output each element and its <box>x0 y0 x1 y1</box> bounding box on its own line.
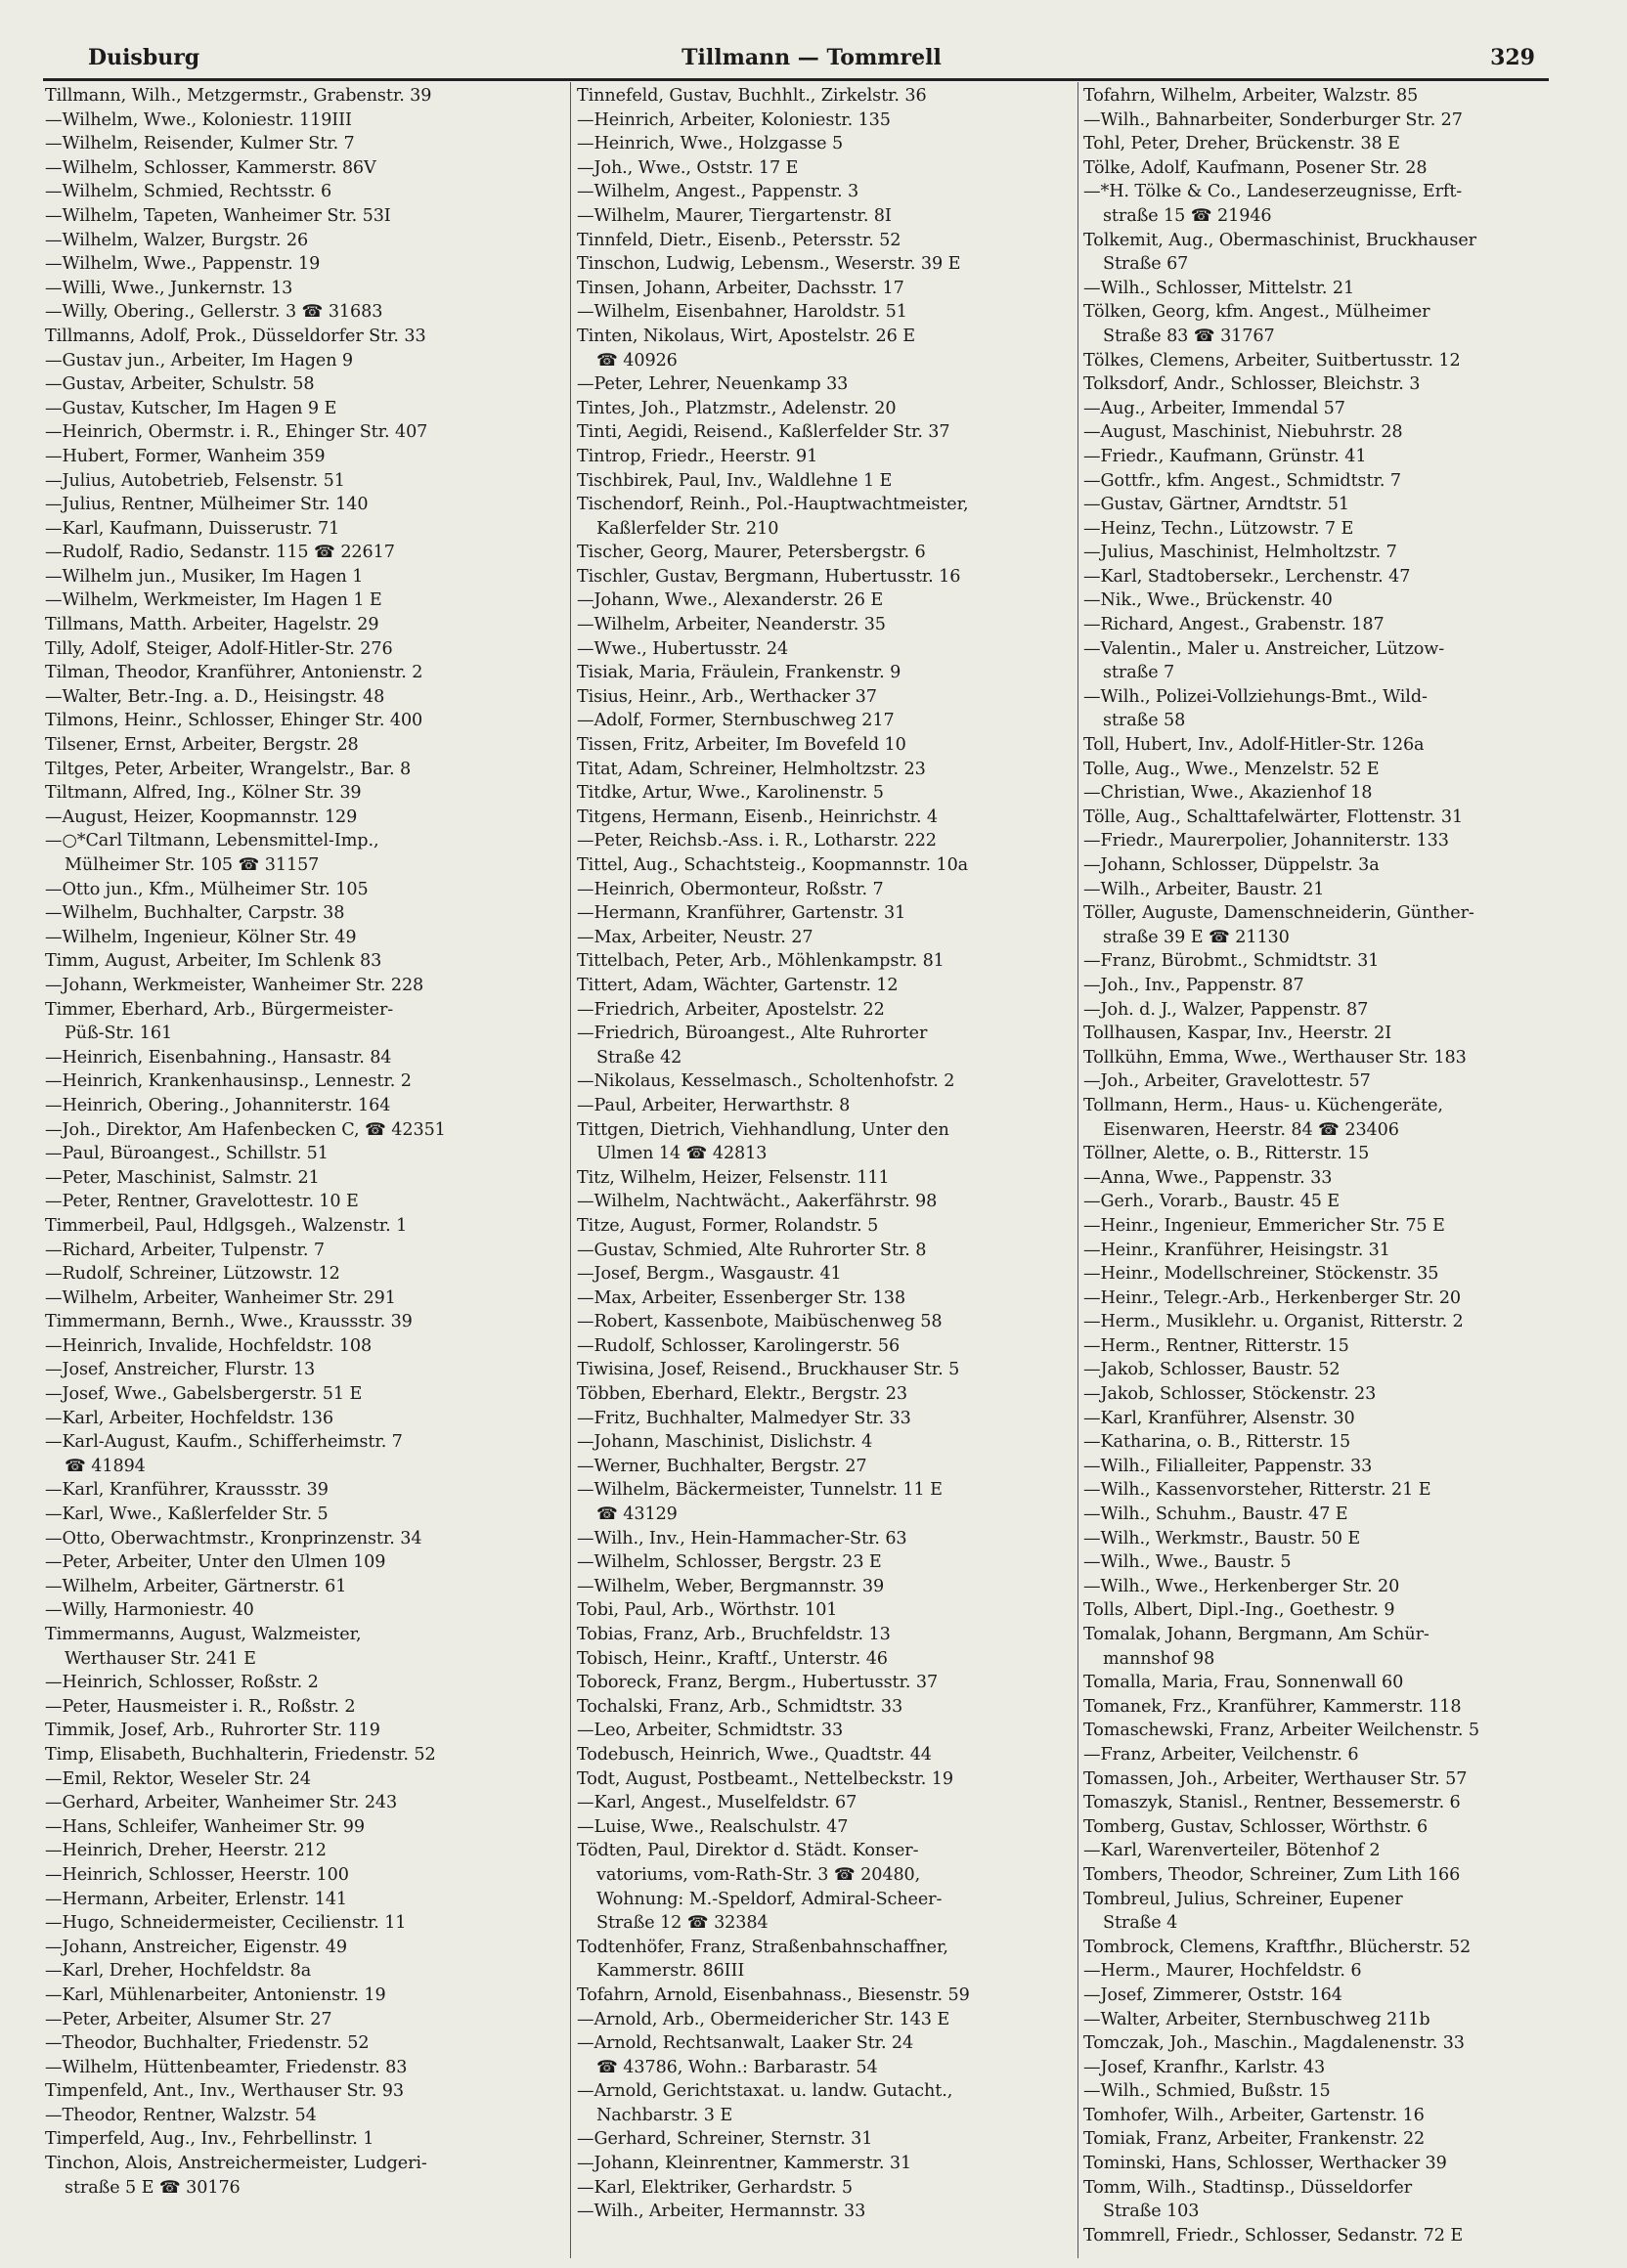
directory-entry: —Wilhelm, Hüttenbeamter, Friedenstr. 83 <box>45 2057 408 2077</box>
directory-entry: —Katharina, o. B., Ritterstr. 15 <box>1083 1432 1351 1453</box>
directory-entry: —Emil, Rektor, Weseler Str. 24 <box>45 1768 311 1789</box>
directory-entry: Tomm, Wilh., Stadtinsp., Düsseldorfer <box>1083 2177 1413 2198</box>
directory-entry: Tinnefeld, Gustav, Buchhlt., Zirkelstr. 36 <box>577 86 927 106</box>
directory-entry: —Josef, Anstreicher, Flurstr. 13 <box>45 1360 316 1380</box>
directory-entry: —Arnold, Rechtsanwalt, Laaker Str. 24 <box>577 2033 914 2054</box>
directory-entry: Tohl, Peter, Dreher, Brückenstr. 38 E <box>1083 134 1400 154</box>
directory-entry: —Wilhelm jun., Musiker, Im Hagen 1 <box>45 566 364 587</box>
directory-entry: Tolle, Aug., Wwe., Menzelstr. 52 E <box>1083 759 1380 779</box>
directory-entry: —Leo, Arbeiter, Schmidtstr. 33 <box>577 1721 844 1741</box>
directory-entry: Tölle, Aug., Schalttafelwärter, Flottenstr. 31 <box>1083 807 1464 827</box>
directory-entry: —Julius, Maschinist, Helmholtzstr. 7 <box>1083 543 1397 563</box>
directory-entry: —Wilhelm, Buchhalter, Carpstr. 38 <box>45 903 345 924</box>
directory-entry: —Josef, Wwe., Gabelsbergerstr. 51 E <box>45 1384 363 1405</box>
directory-entry: Tolkemit, Aug., Obermaschinist, Bruckhauser <box>1083 230 1476 250</box>
directory-entry: —Heinz, Techn., Lützowstr. 7 E <box>1083 518 1354 539</box>
directory-entry: —Gerh., Vorarb., Baustr. 45 E <box>1083 1192 1341 1212</box>
directory-entry: —Wilh., Wwe., Baustr. 5 <box>1083 1552 1292 1573</box>
directory-entry: Tittert, Adam, Wächter, Gartenstr. 12 <box>577 975 899 995</box>
directory-entry: —Wilhelm, Angest., Pappenstr. 3 <box>577 182 859 202</box>
directory-entry: —Josef, Kranfhr., Karlstr. 43 <box>1083 2057 1326 2077</box>
directory-entry: —Arnold, Arb., Obermeidericher Str. 143 E <box>577 2009 950 2029</box>
directory-entry: —Otto, Oberwachtmstr., Kronprinzenstr. 34 <box>45 1528 422 1548</box>
directory-entry: —Johann, Wwe., Alexanderstr. 26 E <box>577 590 884 611</box>
column-divider <box>570 82 571 2258</box>
directory-entry: Timperfeld, Aug., Inv., Fehrbellinstr. 1 <box>45 2129 374 2150</box>
directory-entry: Timpenfeld, Ant., Inv., Werthauser Str. 93 <box>45 2081 404 2102</box>
directory-entry: Tintes, Joh., Platzmstr., Adelenstr. 20 <box>577 398 897 418</box>
directory-entry: —Joh., Arbeiter, Gravelottestr. 57 <box>1083 1071 1371 1092</box>
directory-entry: Todt, August, Postbeamt., Nettelbeckstr. 19 <box>577 1768 953 1789</box>
directory-entry: —Wilh., Inv., Hein-Hammacher-Str. 63 <box>577 1528 907 1548</box>
directory-entry: —Joh., Inv., Pappenstr. 87 <box>1083 975 1304 995</box>
directory-entry: —Peter, Reichsb.-Ass. i. R., Lotharstr. 222 <box>577 831 937 851</box>
directory-entry: Straße 83 ☎ 31767 <box>1103 326 1275 346</box>
directory-entry: —Werner, Buchhalter, Bergstr. 27 <box>577 1456 867 1476</box>
directory-entry: —Wilh., Schmied, Bußstr. 15 <box>1083 2081 1331 2102</box>
directory-entry: —Nik., Wwe., Brückenstr. 40 <box>1083 590 1333 611</box>
directory-entry: —Franz, Arbeiter, Veilchenstr. 6 <box>1083 1744 1359 1765</box>
directory-entry: Tiwisina, Josef, Reisend., Bruckhauser Str. 5 <box>577 1360 960 1380</box>
directory-entry: —Karl, Mühlenarbeiter, Antonienstr. 19 <box>45 1984 386 2005</box>
directory-entry: Tobisch, Heinr., Kraftf., Unterstr. 46 <box>577 1648 888 1669</box>
directory-entry: —Nikolaus, Kesselmasch., Scholtenhofstr. 2 <box>577 1071 955 1092</box>
directory-entry: —Wilhelm, Walzer, Burgstr. 26 <box>45 230 309 250</box>
directory-entry: Tintrop, Friedr., Heerstr. 91 <box>577 446 818 466</box>
directory-entry: —Karl, Angest., Muselfeldstr. 67 <box>577 1793 857 1813</box>
directory-entry: Timm, August, Arbeiter, Im Schlenk 83 <box>45 951 382 972</box>
directory-entry: —Christian, Wwe., Akazienhof 18 <box>1083 783 1373 804</box>
directory-entry: —Richard, Angest., Grabenstr. 187 <box>1083 615 1385 635</box>
directory-entry: Straße 103 <box>1103 2202 1200 2222</box>
directory-entry: Tiltmann, Alfred, Ing., Kölner Str. 39 <box>45 783 362 804</box>
directory-entry: —Wilh., Wwe., Herkenberger Str. 20 <box>1083 1576 1400 1596</box>
directory-entry: Tombrock, Clemens, Kraftfhr., Blücherstr. 52 <box>1083 1937 1472 1957</box>
directory-entry: —Wilhelm, Weber, Bergmannstr. 39 <box>577 1576 885 1596</box>
directory-entry: Tollmann, Herm., Haus- u. Küchengeräte, <box>1083 1095 1443 1115</box>
directory-entry: Tolksdorf, Andr., Schlosser, Bleichstr. 3 <box>1083 374 1421 395</box>
directory-entry: Titat, Adam, Schreiner, Helmholtzstr. 23 <box>577 759 926 779</box>
directory-entry: —Wilhelm, Arbeiter, Wanheimer Str. 291 <box>45 1287 396 1308</box>
directory-entry: —Johann, Werkmeister, Wanheimer Str. 228 <box>45 975 424 995</box>
directory-entry: —Josef, Zimmerer, Oststr. 164 <box>1083 1984 1342 2005</box>
directory-entry: Tinschon, Ludwig, Lebensm., Weserstr. 39 E <box>577 254 961 275</box>
directory-entry: —Jakob, Schlosser, Baustr. 52 <box>1083 1360 1341 1380</box>
directory-entry: mannshof 98 <box>1103 1648 1215 1669</box>
directory-entry: —Heinrich, Obering., Johanniterstr. 164 <box>45 1095 391 1115</box>
directory-entry: —Wilh., Polizei-Vollziehungs-Bmt., Wild- <box>1083 686 1428 707</box>
directory-entry: Kaßlerfelder Str. 210 <box>596 518 779 539</box>
directory-entry: Timmik, Josef, Arb., Ruhrorter Str. 119 <box>45 1721 380 1741</box>
directory-entry: —Richard, Arbeiter, Tulpenstr. 7 <box>45 1240 326 1260</box>
directory-entry: Püß-Str. 161 <box>65 1024 173 1044</box>
directory-entry: —Peter, Hausmeister i. R., Roßstr. 2 <box>45 1696 356 1717</box>
directory-entry: —Gustav, Schmied, Alte Ruhrorter Str. 8 <box>577 1240 927 1260</box>
directory-entry: Tilmons, Heinr., Schlosser, Ehinger Str. 400 <box>45 711 423 731</box>
directory-entry: Töllner, Alette, o. B., Ritterstr. 15 <box>1083 1144 1370 1164</box>
directory-entry: ☎ 41894 <box>65 1456 146 1476</box>
directory-entry: Tischbirek, Paul, Inv., Waldlehne 1 E <box>577 470 893 491</box>
directory-entry: Tisiak, Maria, Fräulein, Frankenstr. 9 <box>577 663 901 683</box>
directory-entry: —Karl, Dreher, Hochfeldstr. 8a <box>45 1961 312 1982</box>
directory-entry: Tilsener, Ernst, Arbeiter, Bergstr. 28 <box>45 735 359 756</box>
directory-entry: Tilly, Adolf, Steiger, Adolf-Hitler-Str. 276 <box>45 638 393 659</box>
directory-entry: —Adolf, Former, Sternbuschweg 217 <box>577 711 895 731</box>
directory-entry: —Heinrich, Arbeiter, Koloniestr. 135 <box>577 109 891 130</box>
directory-entry: —Josef, Bergm., Wasgaustr. 41 <box>577 1264 842 1285</box>
directory-entry: —Hugo, Schneidermeister, Cecilienstr. 11 <box>45 1913 407 1934</box>
directory-entry: Wohnung: M.-Speldorf, Admiral-Scheer- <box>596 1889 943 1909</box>
directory-entry: Tölkes, Clemens, Arbeiter, Suitbertusstr. 12 <box>1083 350 1461 371</box>
directory-entry: Tillmans, Matth. Arbeiter, Hagelstr. 29 <box>45 615 379 635</box>
directory-entry: —Wilhelm, Schlosser, Kammerstr. 86V <box>45 157 376 178</box>
directory-entry: —Peter, Maschinist, Salmstr. 21 <box>45 1167 320 1188</box>
directory-entry: Titz, Wilhelm, Heizer, Felsenstr. 111 <box>577 1167 890 1188</box>
directory-entry: —Heinrich, Schlosser, Heerstr. 100 <box>45 1864 349 1885</box>
directory-entry: Tombers, Theodor, Schreiner, Zum Lith 166 <box>1083 1864 1461 1885</box>
directory-entry: Timmerbeil, Paul, Hdlgsgeh., Walzenstr. 1 <box>45 1215 408 1236</box>
directory-entry: —Joh. d. J., Walzer, Pappenstr. 87 <box>1083 999 1369 1020</box>
directory-entry: —Hermann, Arbeiter, Erlenstr. 141 <box>45 1889 348 1909</box>
directory-entry: Tittgen, Dietrich, Viehhandlung, Unter den <box>577 1119 949 1140</box>
directory-entry: Tobi, Paul, Arb., Wörthstr. 101 <box>577 1600 838 1621</box>
directory-entry: —Johann, Kleinrentner, Kammerstr. 31 <box>577 2154 912 2174</box>
directory-entry: —Rudolf, Schreiner, Lützowstr. 12 <box>45 1264 340 1285</box>
directory-entry: —Peter, Lehrer, Neuenkamp 33 <box>577 374 849 395</box>
directory-entry: —Joh., Direktor, Am Hafenbecken C, ☎ 42351 <box>45 1119 446 1140</box>
directory-entry: —Karl, Arbeiter, Hochfeldstr. 136 <box>45 1408 333 1428</box>
directory-entry: Tittelbach, Peter, Arb., Möhlenkampstr. 81 <box>577 951 945 972</box>
directory-entry: —Fritz, Buchhalter, Malmedyer Str. 33 <box>577 1408 911 1428</box>
directory-entry: Tommrell, Friedr., Schlosser, Sedanstr. 72 E <box>1083 2225 1464 2246</box>
directory-entry: —Valentin., Maler u. Anstreicher, Lützow- <box>1083 638 1445 659</box>
directory-entry: Tölke, Adolf, Kaufmann, Posener Str. 28 <box>1083 157 1428 178</box>
directory-entry: Titze, August, Former, Rolandstr. 5 <box>577 1215 879 1236</box>
directory-entry: Tomaszyk, Stanisl., Rentner, Bessemerstr. 6 <box>1083 1793 1461 1813</box>
directory-entry: Mülheimer Str. 105 ☎ 31157 <box>65 855 320 875</box>
directory-entry: —Gustav, Arbeiter, Schulstr. 58 <box>45 374 315 395</box>
directory-entry: —Wilh., Werkmstr., Baustr. 50 E <box>1083 1528 1361 1548</box>
directory-entry: —Max, Arbeiter, Neustr. 27 <box>577 927 814 947</box>
directory-entry: —Gottfr., kfm. Angest., Schmidtstr. 7 <box>1083 470 1401 491</box>
directory-entry: Timp, Elisabeth, Buchhalterin, Friedenstr. 52 <box>45 1744 436 1765</box>
directory-entry: Tillmann, Wilh., Metzgermstr., Grabenstr. 39 <box>45 86 432 106</box>
directory-entry: Timmermanns, August, Walzmeister, <box>45 1625 362 1644</box>
directory-entry: —Wilhelm, Wwe., Pappenstr. 19 <box>45 254 321 275</box>
directory-entry: Eisenwaren, Heerstr. 84 ☎ 23406 <box>1103 1119 1399 1140</box>
directory-entry: Többen, Eberhard, Elektr., Bergstr. 23 <box>577 1384 907 1405</box>
directory-entry: straße 5 E ☎ 30176 <box>65 2177 241 2198</box>
directory-entry: —Hubert, Former, Wanheim 359 <box>45 446 326 466</box>
directory-entry: Tollhausen, Kaspar, Inv., Heerstr. 2I <box>1083 1024 1392 1044</box>
directory-entry: Tinchon, Alois, Anstreichermeister, Ludgeri- <box>45 2154 427 2174</box>
directory-entry: —Karl, Wwe., Kaßlerfelder Str. 5 <box>45 1505 329 1525</box>
directory-entry: straße 7 <box>1103 663 1175 683</box>
directory-entry: ☎ 43786, Wohn.: Barbarastr. 54 <box>596 2057 878 2077</box>
directory-entry: —Karl-August, Kaufm., Schifferheimstr. 7 <box>45 1432 403 1453</box>
directory-entry: ☎ 40926 <box>596 350 678 371</box>
directory-entry: Tinten, Nikolaus, Wirt, Apostelstr. 26 E <box>577 326 915 346</box>
directory-entry: —Robert, Kassenbote, Maibüschenweg 58 <box>577 1312 943 1332</box>
column-divider <box>1077 82 1078 2258</box>
directory-entry: —Walter, Betr.-Ing. a. D., Heisingstr. 48 <box>45 686 385 707</box>
directory-entry: —Franz, Bürobmt., Schmidtstr. 31 <box>1083 951 1380 972</box>
directory-entry: —Wilhelm, Schmied, Rechtsstr. 6 <box>45 182 332 202</box>
directory-entry: —Johann, Schlosser, Düppelstr. 3a <box>1083 855 1380 875</box>
directory-entry: Tinnfeld, Dietr., Eisenb., Petersstr. 52 <box>577 230 901 250</box>
directory-entry: Straße 4 <box>1103 1913 1178 1934</box>
directory-entry: Tomberg, Gustav, Schlosser, Wörthstr. 6 <box>1083 1816 1429 1837</box>
directory-entry: —Heinrich, Krankenhausinsp., Lennestr. 2 <box>45 1071 412 1092</box>
directory-entry: —Heinr., Telegr.-Arb., Herkenberger Str. 20 <box>1083 1287 1462 1308</box>
directory-entry: —Hermann, Kranführer, Gartenstr. 31 <box>577 903 906 924</box>
directory-entry: —Gustav, Gärtner, Arndtstr. 51 <box>1083 495 1349 515</box>
directory-entry: Timmermann, Bernh., Wwe., Kraussstr. 39 <box>45 1312 413 1332</box>
directory-entry: —Heinrich, Wwe., Holzgasse 5 <box>577 134 844 154</box>
directory-entry: Tischler, Gustav, Bergmann, Hubertusstr. 16 <box>577 566 961 587</box>
directory-entry: Kammerstr. 86III <box>596 1961 745 1982</box>
directory-entry: —Anna, Wwe., Pappenstr. 33 <box>1083 1167 1333 1188</box>
column-1 <box>45 84 549 2254</box>
directory-entry: ☎ 43129 <box>596 1505 678 1525</box>
directory-entry: —Theodor, Rentner, Walzstr. 54 <box>45 2105 317 2125</box>
directory-entry: Nachbarstr. 3 E <box>596 2105 733 2125</box>
directory-entry: Tomanek, Frz., Kranführer, Kammerstr. 118 <box>1083 1696 1462 1717</box>
directory-entry: —Heinrich, Eisenbahning., Hansastr. 84 <box>45 1047 392 1068</box>
directory-entry: —Wilh., Arbeiter, Hermannstr. 33 <box>577 2202 866 2222</box>
directory-entry: —Heinrich, Obermstr. i. R., Ehinger Str. 407 <box>45 422 428 443</box>
directory-entry: —Willy, Harmoniestr. 40 <box>45 1600 254 1621</box>
directory-entry: —Johann, Anstreicher, Eigenstr. 49 <box>45 1937 347 1957</box>
directory-entry: Tobias, Franz, Arb., Bruchfeldstr. 13 <box>577 1625 891 1644</box>
page-header <box>88 45 1535 72</box>
directory-entry: Todtenhöfer, Franz, Straßenbahnschaffner, <box>577 1937 948 1957</box>
directory-entry: —*H. Tölke & Co., Landeserzeugnisse, Erft- <box>1083 182 1463 202</box>
directory-entry: —Wilhelm, Nachtwächt., Aakerfährstr. 98 <box>577 1192 938 1212</box>
directory-entry: —Karl, Kranführer, Alsenstr. 30 <box>1083 1408 1355 1428</box>
directory-entry: —Gerhard, Schreiner, Sternstr. 31 <box>577 2129 873 2150</box>
directory-entry: —Peter, Arbeiter, Unter den Ulmen 109 <box>45 1552 386 1573</box>
directory-entry: —August, Maschinist, Niebuhrstr. 28 <box>1083 422 1403 443</box>
directory-entry: —Otto jun., Kfm., Mülheimer Str. 105 <box>45 879 369 899</box>
directory-entry: —Wilhelm, Reisender, Kulmer Str. 7 <box>45 134 355 154</box>
directory-entry: —Wilhelm, Eisenbahner, Haroldstr. 51 <box>577 302 907 323</box>
directory-entry: —Friedr., Maurerpolier, Johanniterstr. 133 <box>1083 831 1449 851</box>
directory-entry: —Friedrich, Arbeiter, Apostelstr. 22 <box>577 999 885 1020</box>
directory-entry: Titdke, Artur, Wwe., Karolinenstr. 5 <box>577 783 884 804</box>
directory-entry: —Rudolf, Radio, Sedanstr. 115 ☎ 22617 <box>45 543 395 563</box>
directory-entry: —Johann, Maschinist, Dislichstr. 4 <box>577 1432 873 1453</box>
directory-entry: —Willy, Obering., Gellerstr. 3 ☎ 31683 <box>45 302 383 323</box>
directory-entry: Tischendorf, Reinh., Pol.-Hauptwachtmeister, <box>577 495 969 515</box>
directory-entry: —Paul, Arbeiter, Herwarthstr. 8 <box>577 1095 851 1115</box>
directory-entry: Tissen, Fritz, Arbeiter, Im Bovefeld 10 <box>577 735 906 756</box>
directory-entry: Tomalak, Johann, Bergmann, Am Schür- <box>1083 1625 1429 1644</box>
directory-entry: Tinsen, Johann, Arbeiter, Dachsstr. 17 <box>577 278 904 298</box>
directory-entry: —Joh., Wwe., Oststr. 17 E <box>577 157 799 178</box>
directory-entry: Tölken, Georg, kfm. Angest., Mülheimer <box>1083 302 1430 323</box>
directory-entry: Toll, Hubert, Inv., Adolf-Hitler-Str. 126a <box>1083 735 1425 756</box>
directory-entry: —Heinrich, Schlosser, Roßstr. 2 <box>45 1673 319 1693</box>
directory-entry: —Heinr., Ingenieur, Emmericher Str. 75 E <box>1083 1215 1445 1236</box>
directory-entry: —Heinrich, Dreher, Heerstr. 212 <box>45 1841 327 1861</box>
directory-entry: Tomiak, Franz, Arbeiter, Frankenstr. 22 <box>1083 2129 1426 2150</box>
directory-entry: Timmer, Eberhard, Arb., Bürgermeister- <box>45 999 394 1020</box>
column-2 <box>577 84 1080 2254</box>
directory-entry: —Friedrich, Büroangest., Alte Ruhrorter <box>577 1024 928 1044</box>
directory-entry: straße 58 <box>1103 711 1186 731</box>
directory-entry: —Heinrich, Invalide, Hochfeldstr. 108 <box>45 1335 373 1356</box>
directory-entry: —Julius, Autobetrieb, Felsenstr. 51 <box>45 470 345 491</box>
directory-entry: vatoriums, vom-Rath-Str. 3 ☎ 20480, <box>596 1864 921 1885</box>
directory-entry: Tollkühn, Emma, Wwe., Werthauser Str. 183 <box>1083 1047 1467 1068</box>
directory-entry: —Peter, Rentner, Gravelottestr. 10 E <box>45 1192 359 1212</box>
directory-entry: Straße 42 <box>596 1047 682 1068</box>
directory-entry: Tomassen, Joh., Arbeiter, Werthauser Str. 57 <box>1083 1768 1468 1789</box>
directory-entry: —Wilhelm, Arbeiter, Neanderstr. 35 <box>577 615 886 635</box>
directory-entry: —Wilh., Bahnarbeiter, Sonderburger Str. 27 <box>1083 109 1463 130</box>
directory-entry: Tödten, Paul, Direktor d. Städt. Konser- <box>577 1841 919 1861</box>
directory-entry: —Karl, Warenverteiler, Bötenhof 2 <box>1083 1841 1381 1861</box>
directory-entry: Werthauser Str. 241 E <box>65 1648 256 1669</box>
directory-entry: —Gustav, Kutscher, Im Hagen 9 E <box>45 398 337 418</box>
directory-entry: —Jakob, Schlosser, Stöckenstr. 23 <box>1083 1384 1377 1405</box>
directory-entry: —Wilh., Schuhm., Baustr. 47 E <box>1083 1505 1348 1525</box>
directory-entry: Töller, Auguste, Damenschneiderin, Günther- <box>1083 903 1474 924</box>
directory-entry: —Theodor, Buchhalter, Friedenstr. 52 <box>45 2033 370 2054</box>
directory-entry: —Wilhelm, Bäckermeister, Tunnelstr. 11 E <box>577 1480 943 1501</box>
directory-entry: —Wilhelm, Arbeiter, Gärtnerstr. 61 <box>45 1576 347 1596</box>
directory-entry: Straße 12 ☎ 32384 <box>596 1913 769 1934</box>
directory-entry: Tischer, Georg, Maurer, Petersbergstr. 6 <box>577 543 926 563</box>
directory-entry: —Max, Arbeiter, Essenberger Str. 138 <box>577 1287 905 1308</box>
directory-entry: Tisius, Heinr., Arb., Werthacker 37 <box>577 686 877 707</box>
name-range: Tillmann — Tommrell <box>682 45 942 70</box>
directory-entry: —Julius, Rentner, Mülheimer Str. 140 <box>45 495 369 515</box>
page-number: 329 <box>1490 45 1535 70</box>
directory-entry: —Wilhelm, Ingenieur, Kölner Str. 49 <box>45 927 357 947</box>
directory-entry: —Herm., Maurer, Hochfeldstr. 6 <box>1083 1961 1362 1982</box>
directory-entry: —Wilhelm, Schlosser, Bergstr. 23 E <box>577 1552 882 1573</box>
directory-entry: Tinti, Aegidi, Reisend., Kaßlerfelder Str. 37 <box>577 422 950 443</box>
directory-entry: —Hans, Schleifer, Wanheimer Str. 99 <box>45 1816 365 1837</box>
directory-entry: Tofahrn, Arnold, Eisenbahnass., Biesenstr. 59 <box>577 1984 970 2005</box>
header-rule <box>43 78 1549 81</box>
directory-entry: —Karl, Elektriker, Gerhardstr. 5 <box>577 2177 853 2198</box>
directory-entry: —Wwe., Hubertusstr. 24 <box>577 638 789 659</box>
directory-entry: Tomalla, Maria, Frau, Sonnenwall 60 <box>1083 1673 1404 1693</box>
directory-entry: —Peter, Arbeiter, Alsumer Str. 27 <box>45 2009 332 2029</box>
directory-entry: Tittel, Aug., Schachtsteig., Koopmannstr. 10a <box>577 855 969 875</box>
directory-entry: —August, Heizer, Koopmannstr. 129 <box>45 807 358 827</box>
directory-entry: —Herm., Musiklehr. u. Organist, Ritterstr. 2 <box>1083 1312 1464 1332</box>
directory-entry: Tomhofer, Wilh., Arbeiter, Gartenstr. 16 <box>1083 2105 1425 2125</box>
directory-entry: —Karl, Kaufmann, Duisserustr. 71 <box>45 518 340 539</box>
city-name: Duisburg <box>88 45 200 70</box>
directory-entry: Tiltges, Peter, Arbeiter, Wrangelstr., Bar. 8 <box>45 759 412 779</box>
directory-entry: —Wilhelm, Wwe., Koloniestr. 119III <box>45 109 352 130</box>
directory-entry: —Wilhelm, Tapeten, Wanheimer Str. 53I <box>45 205 391 226</box>
directory-entry: —Arnold, Gerichtstaxat. u. landw. Gutacht., <box>577 2081 953 2102</box>
directory-entry: —Karl, Kranführer, Kraussstr. 39 <box>45 1480 329 1501</box>
directory-entry: Tochalski, Franz, Arb., Schmidtstr. 33 <box>577 1696 903 1717</box>
directory-entry: —Heinr., Kranführer, Heisingstr. 31 <box>1083 1240 1390 1260</box>
directory-entry: —Friedr., Kaufmann, Grünstr. 41 <box>1083 446 1367 466</box>
directory-entry: —Aug., Arbeiter, Immendal 57 <box>1083 398 1345 418</box>
directory-entry: —Wilh., Arbeiter, Baustr. 21 <box>1083 879 1325 899</box>
directory-entry: —Luise, Wwe., Realschulstr. 47 <box>577 1816 849 1837</box>
directory-entry: —Paul, Büroangest., Schillstr. 51 <box>45 1144 329 1164</box>
directory-entry: Titgens, Hermann, Eisenb., Heinrichstr. 4 <box>577 807 938 827</box>
directory-entry: —Wilh., Schlosser, Mittelstr. 21 <box>1083 278 1355 298</box>
directory-entry: straße 15 ☎ 21946 <box>1103 205 1272 226</box>
directory-entry: Ulmen 14 ☎ 42813 <box>596 1144 768 1164</box>
directory-entry: Tofahrn, Wilhelm, Arbeiter, Walzstr. 85 <box>1083 86 1419 106</box>
directory-entry: —Wilhelm, Maurer, Tiergartenstr. 8I <box>577 205 892 226</box>
directory-entry: —Gustav jun., Arbeiter, Im Hagen 9 <box>45 350 354 371</box>
column-3 <box>1083 84 1580 2254</box>
directory-entry: Tominski, Hans, Schlosser, Werthacker 39 <box>1083 2154 1447 2174</box>
directory-entry: Tilman, Theodor, Kranführer, Antonienstr. 2 <box>45 663 423 683</box>
directory-entry: Tomczak, Joh., Maschin., Magdalenenstr. 33 <box>1083 2033 1465 2054</box>
directory-entry: Tolls, Albert, Dipl.-Ing., Goethestr. 9 <box>1083 1600 1395 1621</box>
directory-entry: —Heinrich, Obermonteur, Roßstr. 7 <box>577 879 884 899</box>
directory-entry: —Herm., Rentner, Ritterstr. 15 <box>1083 1335 1349 1356</box>
directory-entry: —Walter, Arbeiter, Sternbuschweg 211b <box>1083 2009 1430 2029</box>
directory-entry: —○*Carl Tiltmann, Lebensmittel-Imp., <box>45 831 379 851</box>
directory-entry: —Gerhard, Arbeiter, Wanheimer Str. 243 <box>45 1793 398 1813</box>
directory-entry: Tomaschewski, Franz, Arbeiter Weilchenstr. 5 <box>1083 1721 1479 1741</box>
directory-entry: straße 39 E ☎ 21130 <box>1103 927 1290 947</box>
directory-entry: Straße 67 <box>1103 254 1189 275</box>
directory-entry: —Willi, Wwe., Junkernstr. 13 <box>45 278 293 298</box>
directory-entry: —Heinr., Modellschreiner, Stöckenstr. 35 <box>1083 1264 1439 1285</box>
directory-entry: Toboreck, Franz, Bergm., Hubertusstr. 37 <box>577 1673 939 1693</box>
directory-entry: —Karl, Stadtobersekr., Lerchenstr. 47 <box>1083 566 1411 587</box>
directory-entry: —Rudolf, Schlosser, Karolingerstr. 56 <box>577 1335 901 1356</box>
directory-entry: Tillmanns, Adolf, Prok., Düsseldorfer Str. 33 <box>45 326 426 346</box>
directory-entry: Todebusch, Heinrich, Wwe., Quadtstr. 44 <box>577 1744 932 1765</box>
directory-entry: Tombreul, Julius, Schreiner, Eupener <box>1083 1889 1403 1909</box>
directory-entry: —Wilhelm, Werkmeister, Im Hagen 1 E <box>45 590 382 611</box>
directory-entry: —Wilh., Filialleiter, Pappenstr. 33 <box>1083 1456 1373 1476</box>
directory-entry: —Wilh., Kassenvorsteher, Ritterstr. 21 E <box>1083 1480 1431 1501</box>
